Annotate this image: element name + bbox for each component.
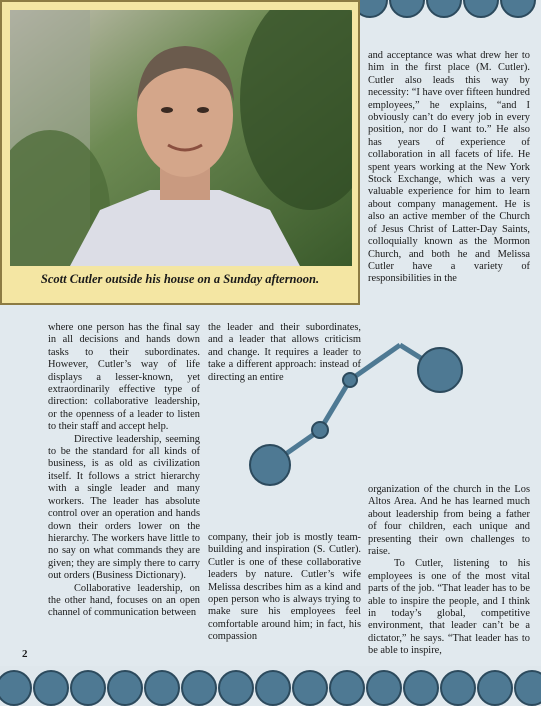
network-node [250,445,290,485]
paragraph: company, their job is mostly team-building and inspiration (S. Cutler). Cutler is one of these collaborative leaders by nature. Cutler’s wife Melissa describes him as a kind and open person who is always trying to make sure his employees feel comfortable around him; in fact, his compassion [208,532,361,643]
decor-circle [144,670,180,706]
decor-circle [107,670,143,706]
network-node [418,348,462,392]
decor-circle [218,670,254,706]
decor-circle [70,670,106,706]
paragraph: Directive leadership, seeming to be the standard for all kinds of business, is as old as civilization itself. It follows a strict hierarchy with a single leader and many workers. The leader has absolute control over an operation and hands down their orders lower on the hierarchy. The workers have little to no say on what commands they are given; they are simply there to carry out orders (Business Dictionary). [48,433,200,582]
decor-circle [292,670,328,706]
decor-circle [514,670,541,706]
page-number: 2 [22,648,28,660]
decor-circle [0,670,32,706]
paragraph: To Cutler, listening to his employees is one of the most vital parts of the job. “That leader has to be able to inspire the people, and I think in today’s global, competitive environment, that leader can’t be a dictator,” he says. “That leader has to be able to inspire, [368,558,530,657]
network-node [343,373,357,387]
decor-circle [403,670,439,706]
decor-circle [440,670,476,706]
paragraph: organization of the church in the Los Altos Area. And he has learned much about leadership from being a father of four children, each unique and presenting their own challenges to raise. [368,484,530,558]
network-node [312,422,328,438]
paragraph: the leader and their subordinates, and a leader that allows criticism and change. It requires a leader to take a different approach: instead of directing an entire [208,322,361,383]
decor-circle [33,670,69,706]
paragraph: Collaborative leadership, on the other hand, focuses on an open channel of communication between [48,582,200,619]
paragraph: where one person has the final say in all decisions and hands down tasks to their subordinates. However, Cutler’s way of life displays a lesser-known, yet extraordinarily effective type of direction: collaborative leadership, or the openness of a leader to listen to their staff and accept help. [48,322,200,433]
photo-caption: Scott Cutler outside his house on a Sunday afternoon. [40,272,320,286]
paragraph: and acceptance was what drew her to him in the first place (M. Cutler). Cutler also leads this way by necessity: “I have over fifteen hundred employees,” he explains, “and I obviously can’t do every job in every position, nor do I want to.” He also has years of experience of collaboration in all facets of life. He spent years working at the New York Stock Exchange, which was a very valuable experience for him to learn about company management. He is also an active member of the Church of Jesus Christ of Latter-Day Saints, colloquially known as the Mormon Church, and both he and Melissa Cutler have a variety of responsibilities in the [368,50,530,285]
decor-circle [255,670,291,706]
decor-circle [366,670,402,706]
decor-circle [329,670,365,706]
decor-circle [181,670,217,706]
decor-circle [477,670,513,706]
